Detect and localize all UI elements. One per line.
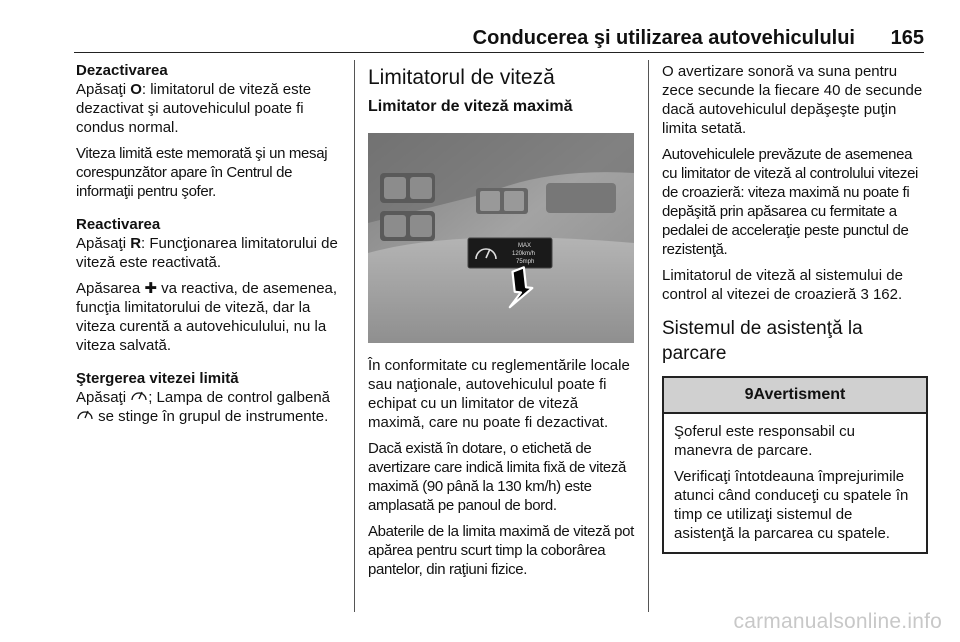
warning-check-text: Verificaţi întotdeauna împrejurimile atunci când conduceţi cu spatele în timp ce utilizaţi sistemul de asistenţă la parcarea cu spatele. [674, 468, 909, 542]
chapter-title: Conducerea şi utilizarea autovehiculului [472, 27, 855, 49]
speed-limiter-section-title: Limitatorul de viteză [368, 66, 555, 89]
speed-limiter-icon [130, 389, 148, 406]
off-button-icon: O [130, 81, 142, 98]
cruise-limiter-text: Autovehiculele prevăzute de asemenea cu limitator de viteză al controlului vitezei de croazieră: viteza maximă nu poate fi depăşită prin apăsarea cu fermitate a pedalei de acceleraţie peste punctul de rezistenţă. [662, 146, 919, 258]
audible-warning-text: O avertizare sonoră va suna pentru zece secunde la fiecare 40 de secunde dacă autovehiculul depăşeşte puţin limita setată. [662, 63, 923, 137]
deactivation-heading: Dezactivarea [76, 62, 168, 79]
label-max-text: MAX [518, 243, 532, 249]
watermark: carmanualsonline.info [733, 610, 942, 633]
warning-responsibility-text: Şoferul este responsabil cu manevra de parcare. [674, 423, 855, 459]
header-rule [74, 52, 924, 53]
column-divider-2 [648, 60, 649, 612]
dashboard-photo [368, 133, 634, 343]
warning-triangle-icon: 9 [744, 386, 754, 403]
column-2 [368, 62, 634, 586]
label-mph-text: 75mph [516, 259, 535, 265]
parking-assist-section-title: Sistemul de asistenţă la parcare [662, 318, 863, 364]
column-3 [662, 62, 928, 554]
column-1 [76, 62, 352, 433]
clear-limit-text: Apăsaţi ; Lampa de control galbenă se stinge în grupul de instrumente. [76, 389, 330, 425]
warning-box [662, 376, 928, 554]
page-reference-icon: 3 [860, 286, 869, 303]
stored-limit-text: Viteza limită este memorată şi un mesaj corespunzător apare în Centrul de informaţii pentru şofer. [76, 145, 328, 200]
cross-reference-text: Limitatorul de viteză al sistemului de control al vitezei de croazieră 3 162. [662, 267, 903, 303]
page-number: 165 [890, 27, 924, 49]
reactivation-text: Apăsaţi R: Funcţionarea limitatorului de viteză este reactivată. [76, 235, 338, 271]
plus-icon: ✚ [144, 280, 157, 297]
max-limiter-intro-text: În conformitate cu reglementările locale sau naţionale, autovehiculul poate fi echipat cu un limitator de viteză maximă, care nu poate fi dezactivat. [368, 357, 630, 431]
deviation-text: Abaterile de la limita maximă de viteză pot apărea pentru scurt timp la coborârea pantelor, din raţiuni fizice. [368, 523, 634, 578]
reactivation-heading: Reactivarea [76, 216, 161, 233]
warning-title: Avertisment [753, 386, 846, 403]
page-header [0, 0, 960, 52]
plus-reactivation-text: Apăsarea ✚ va reactiva, de asemenea, funcţia limitatorului de viteză, dar la viteza curentă a autovehiculului, nu la viteza salvată. [76, 280, 338, 354]
warning-body [664, 414, 926, 552]
clear-limit-heading: Ştergerea vitezei limită [76, 370, 239, 387]
label-kmh-text: 120km/h [512, 251, 536, 257]
speed-limiter-lamp-icon [76, 408, 94, 425]
resume-button-icon: R [130, 235, 142, 252]
warning-header [664, 378, 926, 414]
warning-label-text: Dacă există în dotare, o etichetă de avertizare care indică limita fixă de viteză maximă (90 până la 130 km/h) este amplasată pe panoul de bord. [368, 440, 627, 514]
column-divider-1 [354, 60, 355, 612]
deactivation-text: Apăsaţi O: limitatorul de viteză este dezactivat şi autovehiculul poate fi condus normal. [76, 81, 312, 136]
max-speed-limiter-subtitle: Limitator de viteză maximă [368, 98, 573, 115]
